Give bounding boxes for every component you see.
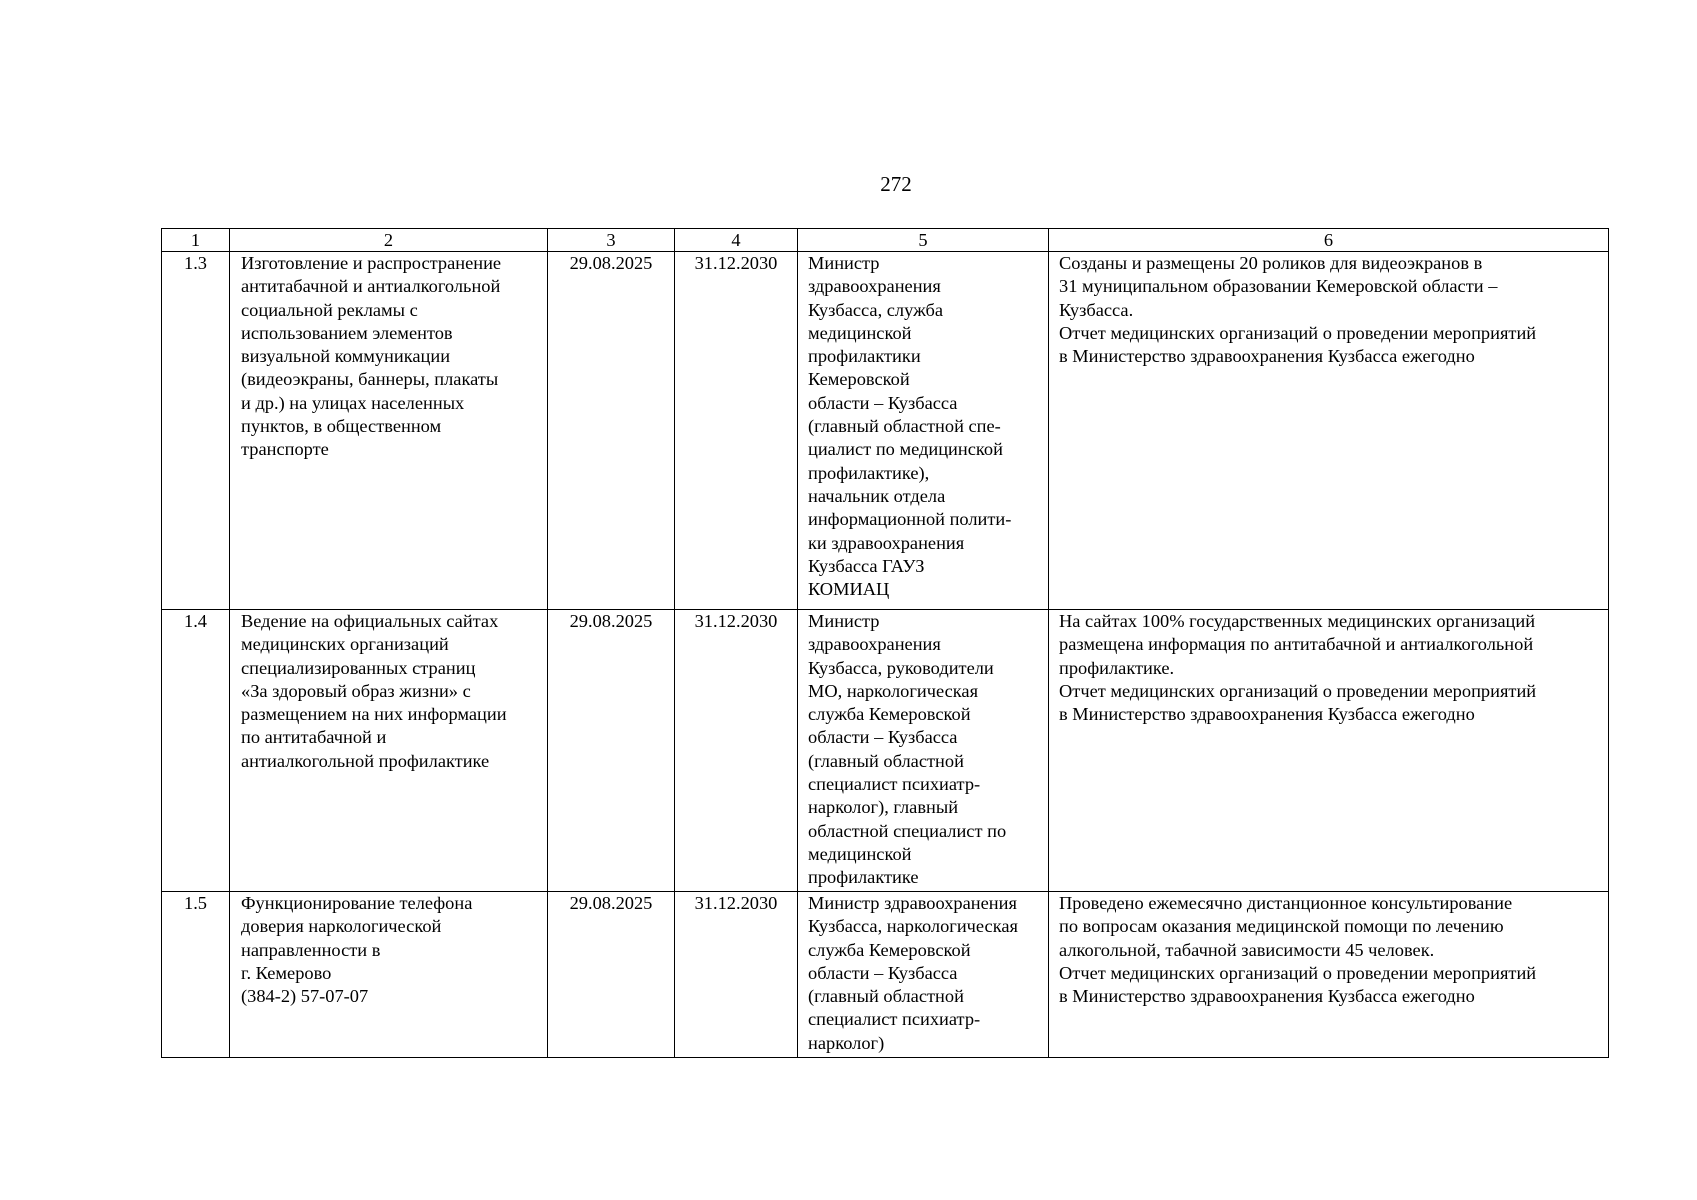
column-header: 3 [548, 229, 675, 252]
text-line: «За здоровый образ жизни» с [241, 680, 471, 701]
row-responsible [798, 610, 1049, 892]
text-line: Министр здравоохранения [808, 893, 1017, 913]
text-line: Ведение на официальных сайтах [241, 611, 499, 631]
text-line: профилактике [808, 867, 919, 888]
text-line: в Министерство здравоохранения Кузбасса ежегодно [1059, 986, 1475, 1007]
text-line: области – Кузбасса [808, 962, 958, 983]
text-line: медицинских организаций [241, 634, 449, 655]
text-line: использованием элементов [241, 322, 453, 343]
text-line: области – Кузбасса [808, 727, 958, 748]
text-line: служба Кемеровской [808, 704, 971, 725]
plan-table [161, 228, 1609, 1058]
text-line: МО, наркологическая [808, 680, 979, 701]
text-line: (главный областной спе- [808, 416, 1001, 437]
text-line: циалист по медицинской [808, 439, 1003, 460]
column-header: 6 [1049, 229, 1609, 252]
text-line: медицинской [808, 322, 912, 343]
text-line: Отчет медицинских организаций о проведении мероприятий [1059, 680, 1537, 701]
row-end-date: 31.12.2030 [675, 610, 798, 892]
row-responsible [798, 892, 1049, 1058]
text-line: Кемеровской [808, 369, 910, 390]
text-line: в Министерство здравоохранения Кузбасса ежегодно [1059, 704, 1475, 725]
text-line: информационной полити- [808, 509, 1012, 530]
text-line: здравоохранения [808, 634, 941, 655]
column-header: 1 [162, 229, 230, 252]
text-line: Кузбасса, руководители [808, 657, 994, 678]
text-line: социальной рекламы с [241, 299, 418, 320]
text-line: (видеоэкраны, баннеры, плакаты [241, 369, 499, 390]
row-result [1049, 610, 1609, 892]
text-line: профилактике), [808, 462, 930, 483]
text-line: г. Кемерово [241, 962, 332, 983]
text-line: по антитабачной и [241, 727, 387, 748]
text-line: размещением на них информации [241, 704, 507, 725]
page-number: 272 [880, 172, 912, 196]
text-line: по вопросам оказания медицинской помощи по лечению [1059, 916, 1504, 937]
text-line: (384-2) 57-07-07 [241, 986, 369, 1007]
text-line: направленности в [241, 939, 381, 960]
text-line: антиалкогольной профилактике [241, 750, 490, 771]
text-line: специалист психиатр- [808, 1009, 981, 1030]
column-header: 4 [675, 229, 798, 252]
text-line: здравоохранения [808, 276, 941, 297]
text-line: области – Кузбасса [808, 392, 958, 413]
text-line: Кузбасса. [1059, 299, 1134, 320]
text-line: антитабачной и антиалкогольной [241, 276, 501, 297]
text-line: 31 муниципальном образовании Кемеровской области – [1059, 276, 1498, 297]
row-start-date: 29.08.2025 [548, 892, 675, 1058]
text-line: алкогольной, табачной зависимости 45 человек. [1059, 939, 1435, 960]
text-line: и др.) на улицах населенных [241, 392, 465, 413]
text-line: медицинской [808, 843, 912, 864]
text-line: Кузбасса ГАУЗ [808, 555, 925, 576]
text-line: транспорте [241, 439, 329, 460]
row-result [1049, 892, 1609, 1058]
row-start-date: 29.08.2025 [548, 252, 675, 610]
text-line: Проведено ежемесячно дистанционное консультирование [1059, 893, 1513, 913]
row-description [230, 252, 548, 610]
row-number: 1.5 [162, 892, 230, 1058]
text-line: Созданы и размещены 20 роликов для видеоэкранов в [1059, 253, 1483, 273]
column-header: 5 [798, 229, 1049, 252]
text-line: (главный областной [808, 986, 964, 1007]
text-line: КОМИАЦ [808, 579, 890, 600]
table-row [162, 892, 1609, 1058]
text-line: ки здравоохранения [808, 532, 965, 553]
text-line: Кузбасса, служба [808, 299, 944, 320]
row-number: 1.3 [162, 252, 230, 610]
text-line: Отчет медицинских организаций о проведении мероприятий [1059, 962, 1537, 983]
text-line: специализированных страниц [241, 657, 476, 678]
table-row [162, 610, 1609, 892]
text-line: Министр [808, 253, 880, 273]
text-line: На сайтах 100% государственных медицинских организаций [1059, 611, 1536, 631]
text-line: визуальной коммуникации [241, 346, 451, 367]
row-number: 1.4 [162, 610, 230, 892]
text-line: профилактики [808, 346, 921, 367]
text-line: размещена информация по антитабачной и антиалкогольной [1059, 634, 1534, 655]
text-line: служба Кемеровской [808, 939, 971, 960]
text-line: Функционирование телефона [241, 893, 473, 913]
row-start-date: 29.08.2025 [548, 610, 675, 892]
text-line: Кузбасса, наркологическая [808, 916, 1018, 937]
text-line: областной специалист по [808, 820, 1007, 841]
row-end-date: 31.12.2030 [675, 892, 798, 1058]
table-header-row [162, 229, 1609, 252]
row-responsible [798, 252, 1049, 610]
text-line: специалист психиатр- [808, 774, 981, 795]
row-description [230, 610, 548, 892]
text-line: профилактике. [1059, 657, 1175, 678]
row-description [230, 892, 548, 1058]
text-line: Отчет медицинских организаций о проведении мероприятий [1059, 322, 1537, 343]
text-line: (главный областной [808, 750, 964, 771]
table-row [162, 252, 1609, 610]
row-end-date: 31.12.2030 [675, 252, 798, 610]
row-result [1049, 252, 1609, 610]
column-header: 2 [230, 229, 548, 252]
text-line: Изготовление и распространение [241, 253, 502, 273]
text-line: начальник отдела [808, 485, 946, 506]
text-line: доверия наркологической [241, 916, 442, 937]
text-line: в Министерство здравоохранения Кузбасса ежегодно [1059, 346, 1475, 367]
text-line: нарколог) [808, 1032, 885, 1053]
text-line: Министр [808, 611, 880, 631]
text-line: пунктов, в общественном [241, 416, 442, 437]
text-line: нарколог), главный [808, 797, 959, 818]
